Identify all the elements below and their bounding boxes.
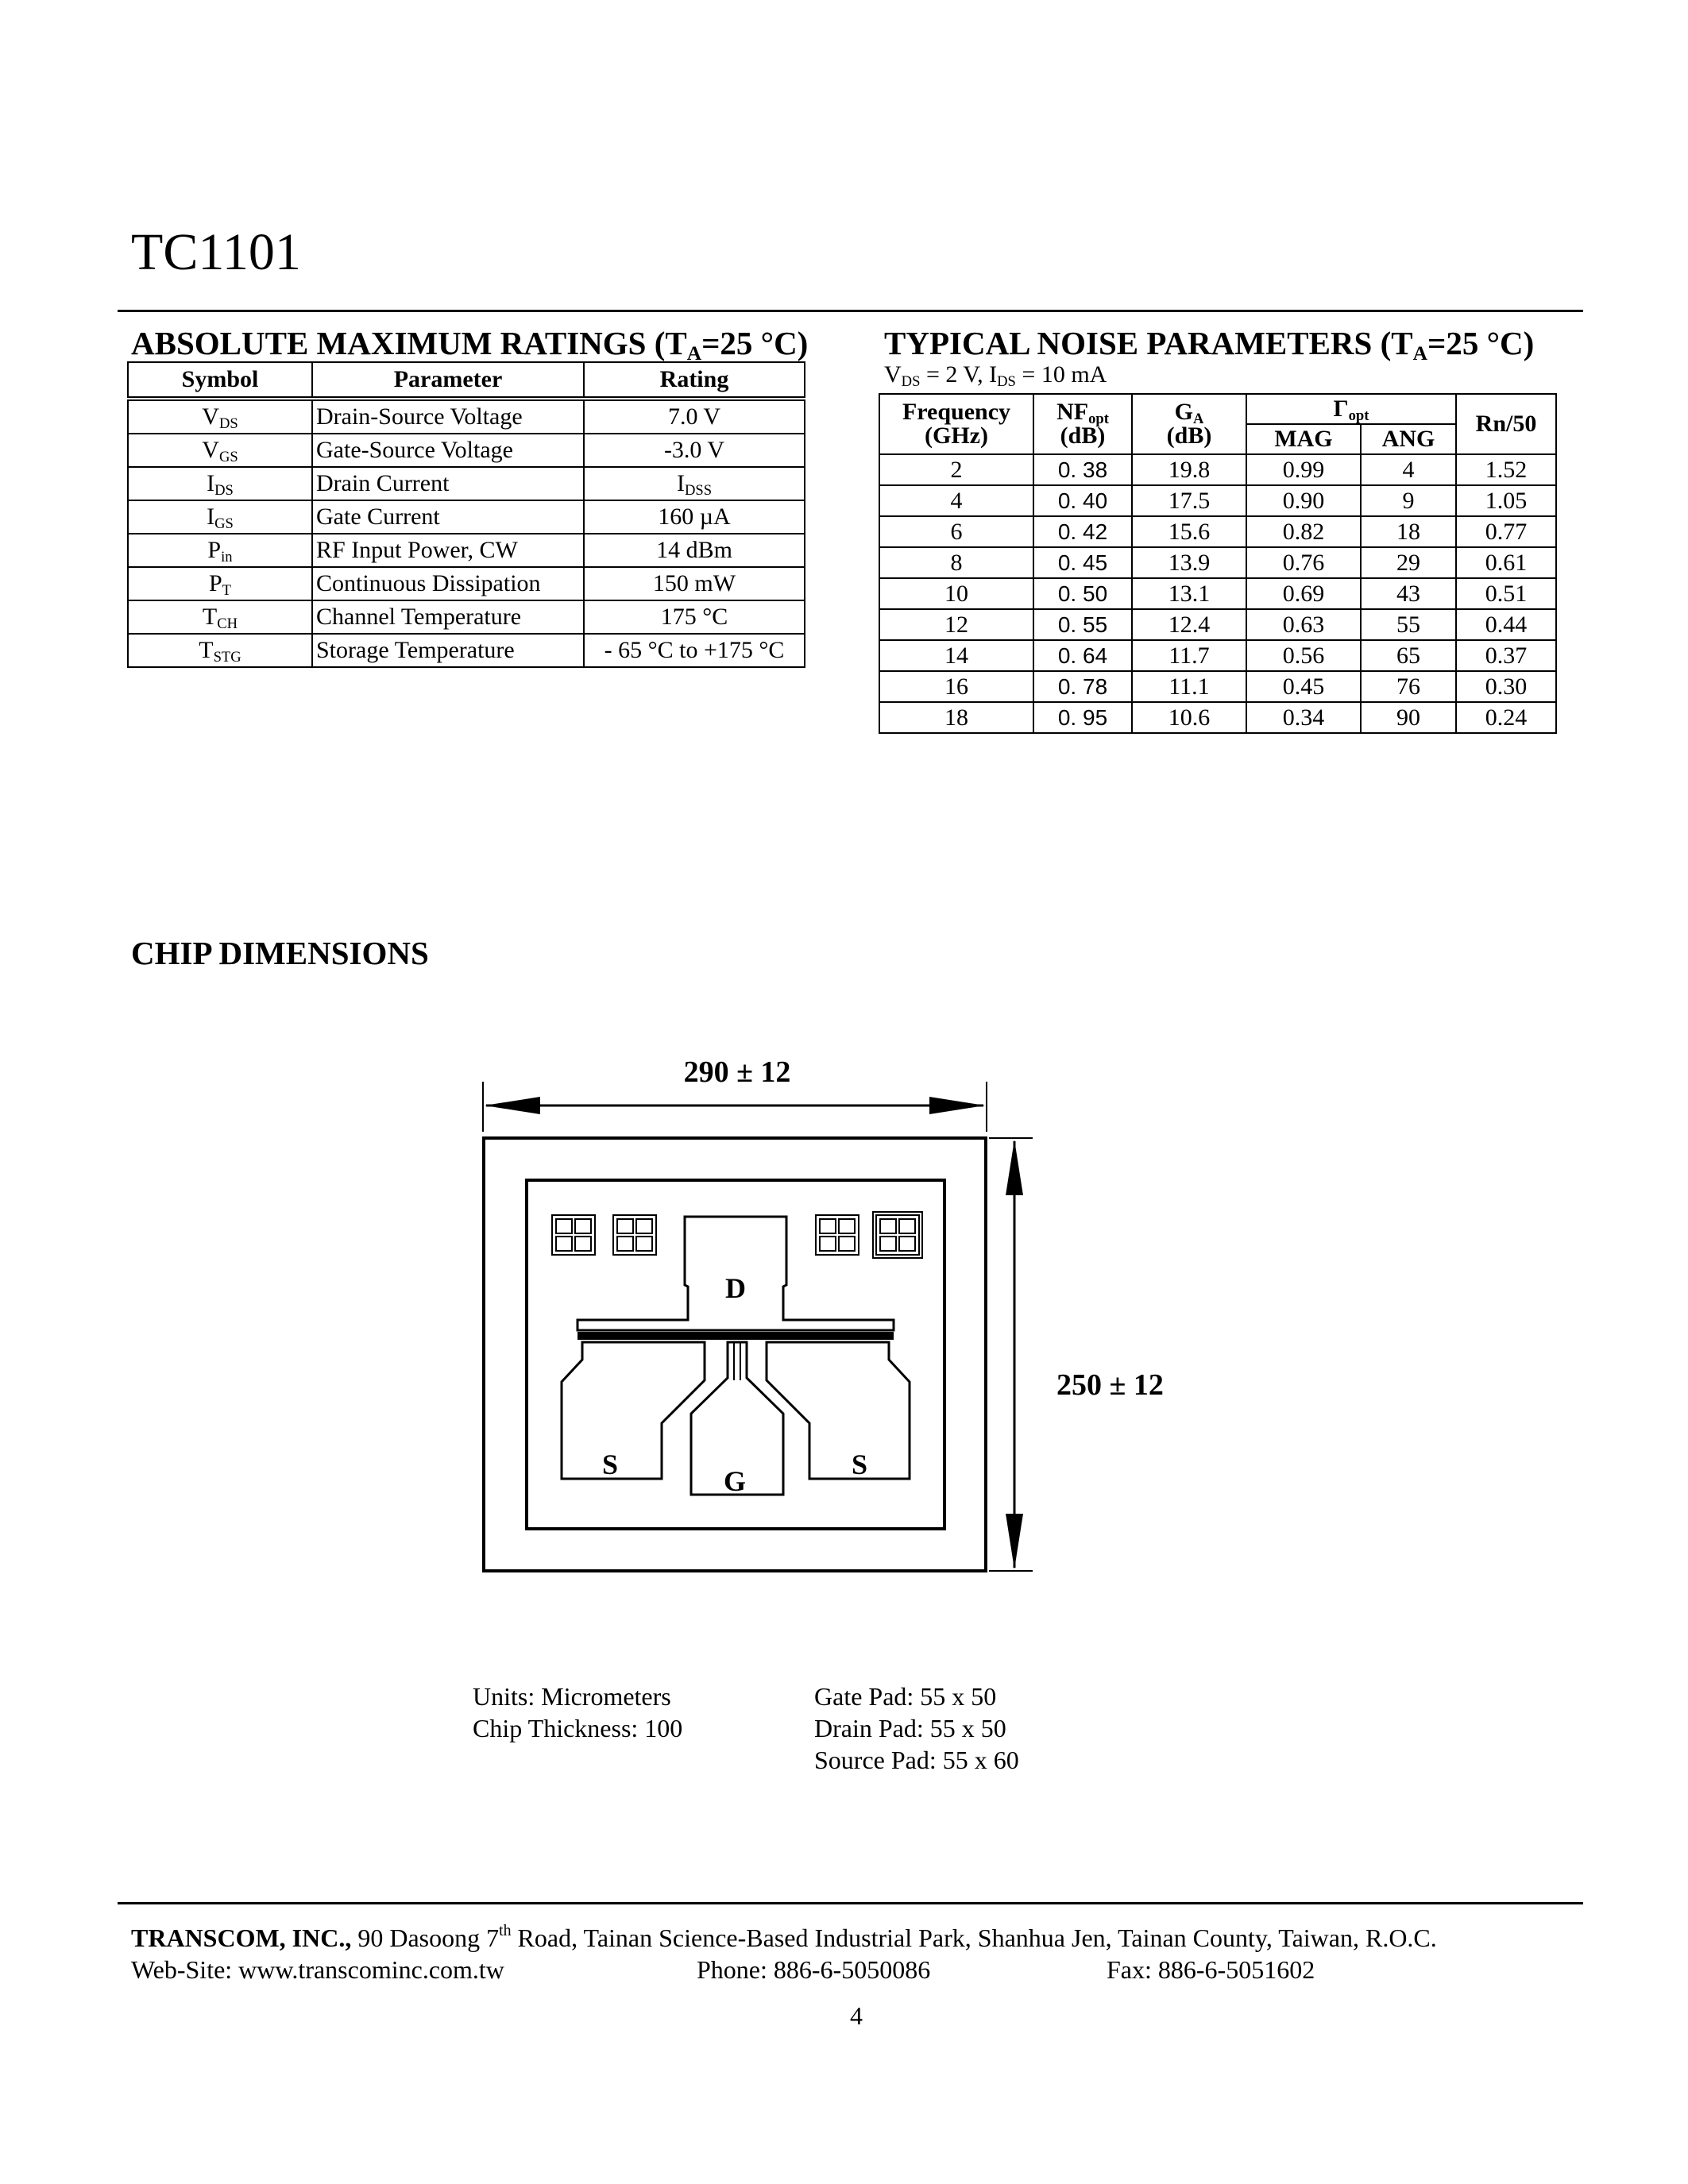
parameter-cell: RF Input Power, CW	[312, 534, 584, 567]
alignment-mark-4	[873, 1212, 922, 1258]
drain-pad-note: Drain Pad: 55 x 50	[814, 1714, 1006, 1742]
width-label: 290 ± 12	[683, 1055, 791, 1089]
ang-cell: 4	[1361, 454, 1456, 485]
col-gamma: $\Gamma_{opt}$	[1246, 394, 1456, 424]
ga-cell: 11.1	[1132, 671, 1246, 702]
ga-cell: 12.4	[1132, 609, 1246, 640]
height-arrow-top	[1006, 1140, 1023, 1195]
rating-cell: 7.0 V	[584, 399, 805, 434]
parameter-cell: Gate Current	[312, 500, 584, 534]
rn-cell: 1.52	[1456, 454, 1556, 485]
col-parameter: Parameter	[312, 362, 584, 399]
footer-address: TRANSCOM, INC., 90 Dasoong 7th Road, Tainan Science-Based Industrial Park, Shanhua Jen, Tainan County, Taiwan, R.O.C.	[131, 1922, 1437, 1952]
frequency-cell: 12	[879, 609, 1033, 640]
col-mag: MAG	[1246, 424, 1361, 454]
width-arrow-left	[485, 1097, 540, 1114]
ang-cell: 29	[1361, 547, 1456, 578]
footer-phone: Phone: 886-6-5050086	[697, 1955, 931, 1984]
rating-cell: 14 dBm	[584, 534, 805, 567]
source-pad-left	[562, 1342, 705, 1479]
source-pad-right	[767, 1342, 910, 1479]
nf-cell: 0. 50	[1033, 578, 1132, 609]
gate-pad-note: Gate Pad: 55 x 50	[814, 1682, 997, 1711]
nf-cell: 0. 95	[1033, 702, 1132, 733]
height-arrow-bottom	[1006, 1514, 1023, 1569]
rn-cell: 0.51	[1456, 578, 1556, 609]
mag-cell: 0.82	[1246, 516, 1361, 547]
ga-cell: 17.5	[1132, 485, 1246, 516]
noise-conditions: $V_{DS} = 2$ V, $I_{DS} = 10$ mA	[884, 361, 1107, 391]
ang-cell: 9	[1361, 485, 1456, 516]
ang-cell: 18	[1361, 516, 1456, 547]
ga-cell: 13.1	[1132, 578, 1246, 609]
ga-cell: 11.7	[1132, 640, 1246, 671]
pad-label-drain: D	[725, 1272, 746, 1304]
ang-cell: 55	[1361, 609, 1456, 640]
rn-cell: 0.24	[1456, 702, 1556, 733]
chip-dimensions-title: CHIP DIMENSIONS	[131, 935, 429, 971]
nf-cell: 0. 45	[1033, 547, 1132, 578]
footer-rule	[118, 1902, 1583, 1904]
ang-cell: 65	[1361, 640, 1456, 671]
col-symbol: Symbol	[128, 362, 312, 399]
rn-cell: 0.77	[1456, 516, 1556, 547]
nf-cell: 0. 42	[1033, 516, 1132, 547]
frequency-cell: 6	[879, 516, 1033, 547]
parameter-cell: Storage Temperature	[312, 634, 584, 667]
nf-cell: 0. 40	[1033, 485, 1132, 516]
mag-cell: 0.90	[1246, 485, 1361, 516]
rn-cell: 0.30	[1456, 671, 1556, 702]
source-pad-note: Source Pad: 55 x 60	[814, 1746, 1019, 1774]
mag-cell: 0.76	[1246, 547, 1361, 578]
symbol-cell: $V_{DS}$	[128, 399, 312, 434]
chip-notes-left	[473, 1680, 682, 1744]
mag-cell: 0.99	[1246, 454, 1361, 485]
pad-label-source-right: S	[851, 1449, 868, 1480]
ga-cell: 15.6	[1132, 516, 1246, 547]
rating-cell: -3.0 V	[584, 434, 805, 467]
ang-cell: 90	[1361, 702, 1456, 733]
symbol-cell: $T_{CH}$	[128, 600, 312, 634]
gate-bar	[577, 1332, 894, 1340]
width-arrow-right	[929, 1097, 985, 1114]
height-label: 250 ± 12	[1056, 1368, 1164, 1402]
footer-fax: Fax: 886-6-5051602	[1107, 1955, 1315, 1984]
chip-notes-right	[814, 1680, 1019, 1776]
page-title: TC1101	[131, 223, 301, 281]
frequency-cell: 16	[879, 671, 1033, 702]
rating-cell: $I_{DSS}$	[584, 467, 805, 500]
symbol-cell: $T_{STG}$	[128, 634, 312, 667]
col-ang: ANG	[1361, 424, 1456, 454]
mag-cell: 0.34	[1246, 702, 1361, 733]
rn-cell: 0.44	[1456, 609, 1556, 640]
rating-cell: 175 °C	[584, 600, 805, 634]
frequency-cell: 8	[879, 547, 1033, 578]
frequency-cell: 2	[879, 454, 1033, 485]
ang-cell: 43	[1361, 578, 1456, 609]
units-note: Units: Micrometers	[473, 1682, 671, 1711]
col-ga: $G_A$ (dB)	[1132, 394, 1246, 454]
frequency-cell: 4	[879, 485, 1033, 516]
parameter-cell: Drain-Source Voltage	[312, 399, 584, 434]
parameter-cell: Continuous Dissipation	[312, 567, 584, 600]
parameter-cell: Drain Current	[312, 467, 584, 500]
ga-cell: 19.8	[1132, 454, 1246, 485]
symbol-cell: $V_{GS}$	[128, 434, 312, 467]
frequency-cell: 18	[879, 702, 1033, 733]
rn-cell: 0.37	[1456, 640, 1556, 671]
symbol-cell: $P_{in}$	[128, 534, 312, 567]
col-nf: $NF_{opt}$ (dB)	[1033, 394, 1132, 454]
col-rating: Rating	[584, 362, 805, 399]
pad-label-source-left: S	[601, 1449, 619, 1480]
pad-label-gate: G	[723, 1465, 747, 1497]
ang-cell: 76	[1361, 671, 1456, 702]
page-number: 4	[850, 2001, 863, 2030]
rating-cell: - 65 °C to +175 °C	[584, 634, 805, 667]
rn-cell: 0.61	[1456, 547, 1556, 578]
symbol-cell: $I_{GS}$	[128, 500, 312, 534]
symbol-cell: $I_{DS}$	[128, 467, 312, 500]
parameter-cell: Gate-Source Voltage	[312, 434, 584, 467]
frequency-cell: 10	[879, 578, 1033, 609]
alignment-mark-3	[816, 1215, 859, 1255]
rn-cell: 1.05	[1456, 485, 1556, 516]
noise-title: TYPICAL NOISE PARAMETERS ($T_A=25$ °C)	[884, 325, 1535, 365]
mag-cell: 0.56	[1246, 640, 1361, 671]
footer	[131, 1922, 1437, 1985]
ga-cell: 10.6	[1132, 702, 1246, 733]
col-frequency: Frequency (GHz)	[879, 394, 1033, 454]
nf-cell: 0. 78	[1033, 671, 1132, 702]
nf-cell: 0. 38	[1033, 454, 1132, 485]
rating-cell: 150 mW	[584, 567, 805, 600]
alignment-mark-2	[613, 1215, 656, 1255]
parameter-cell: Channel Temperature	[312, 600, 584, 634]
company-name: TRANSCOM, INC.,	[131, 1924, 352, 1952]
symbol-cell: $P_T$	[128, 567, 312, 600]
nf-cell: 0. 55	[1033, 609, 1132, 640]
mag-cell: 0.63	[1246, 609, 1361, 640]
nf-cell: 0. 64	[1033, 640, 1132, 671]
footer-website: Web-Site: www.transcominc.com.tw	[131, 1955, 504, 1984]
mag-cell: 0.45	[1246, 671, 1361, 702]
col-rn: Rn/50	[1456, 394, 1556, 454]
abs-max-title: ABSOLUTE MAXIMUM RATINGS ($T_A=25$ °C)	[131, 325, 809, 365]
mag-cell: 0.69	[1246, 578, 1361, 609]
thickness-note: Chip Thickness: 100	[473, 1714, 683, 1742]
ga-cell: 13.9	[1132, 547, 1246, 578]
rating-cell: 160 µA	[584, 500, 805, 534]
alignment-mark-1	[552, 1215, 595, 1255]
frequency-cell: 14	[879, 640, 1033, 671]
footer-contacts	[131, 1954, 1437, 1985]
